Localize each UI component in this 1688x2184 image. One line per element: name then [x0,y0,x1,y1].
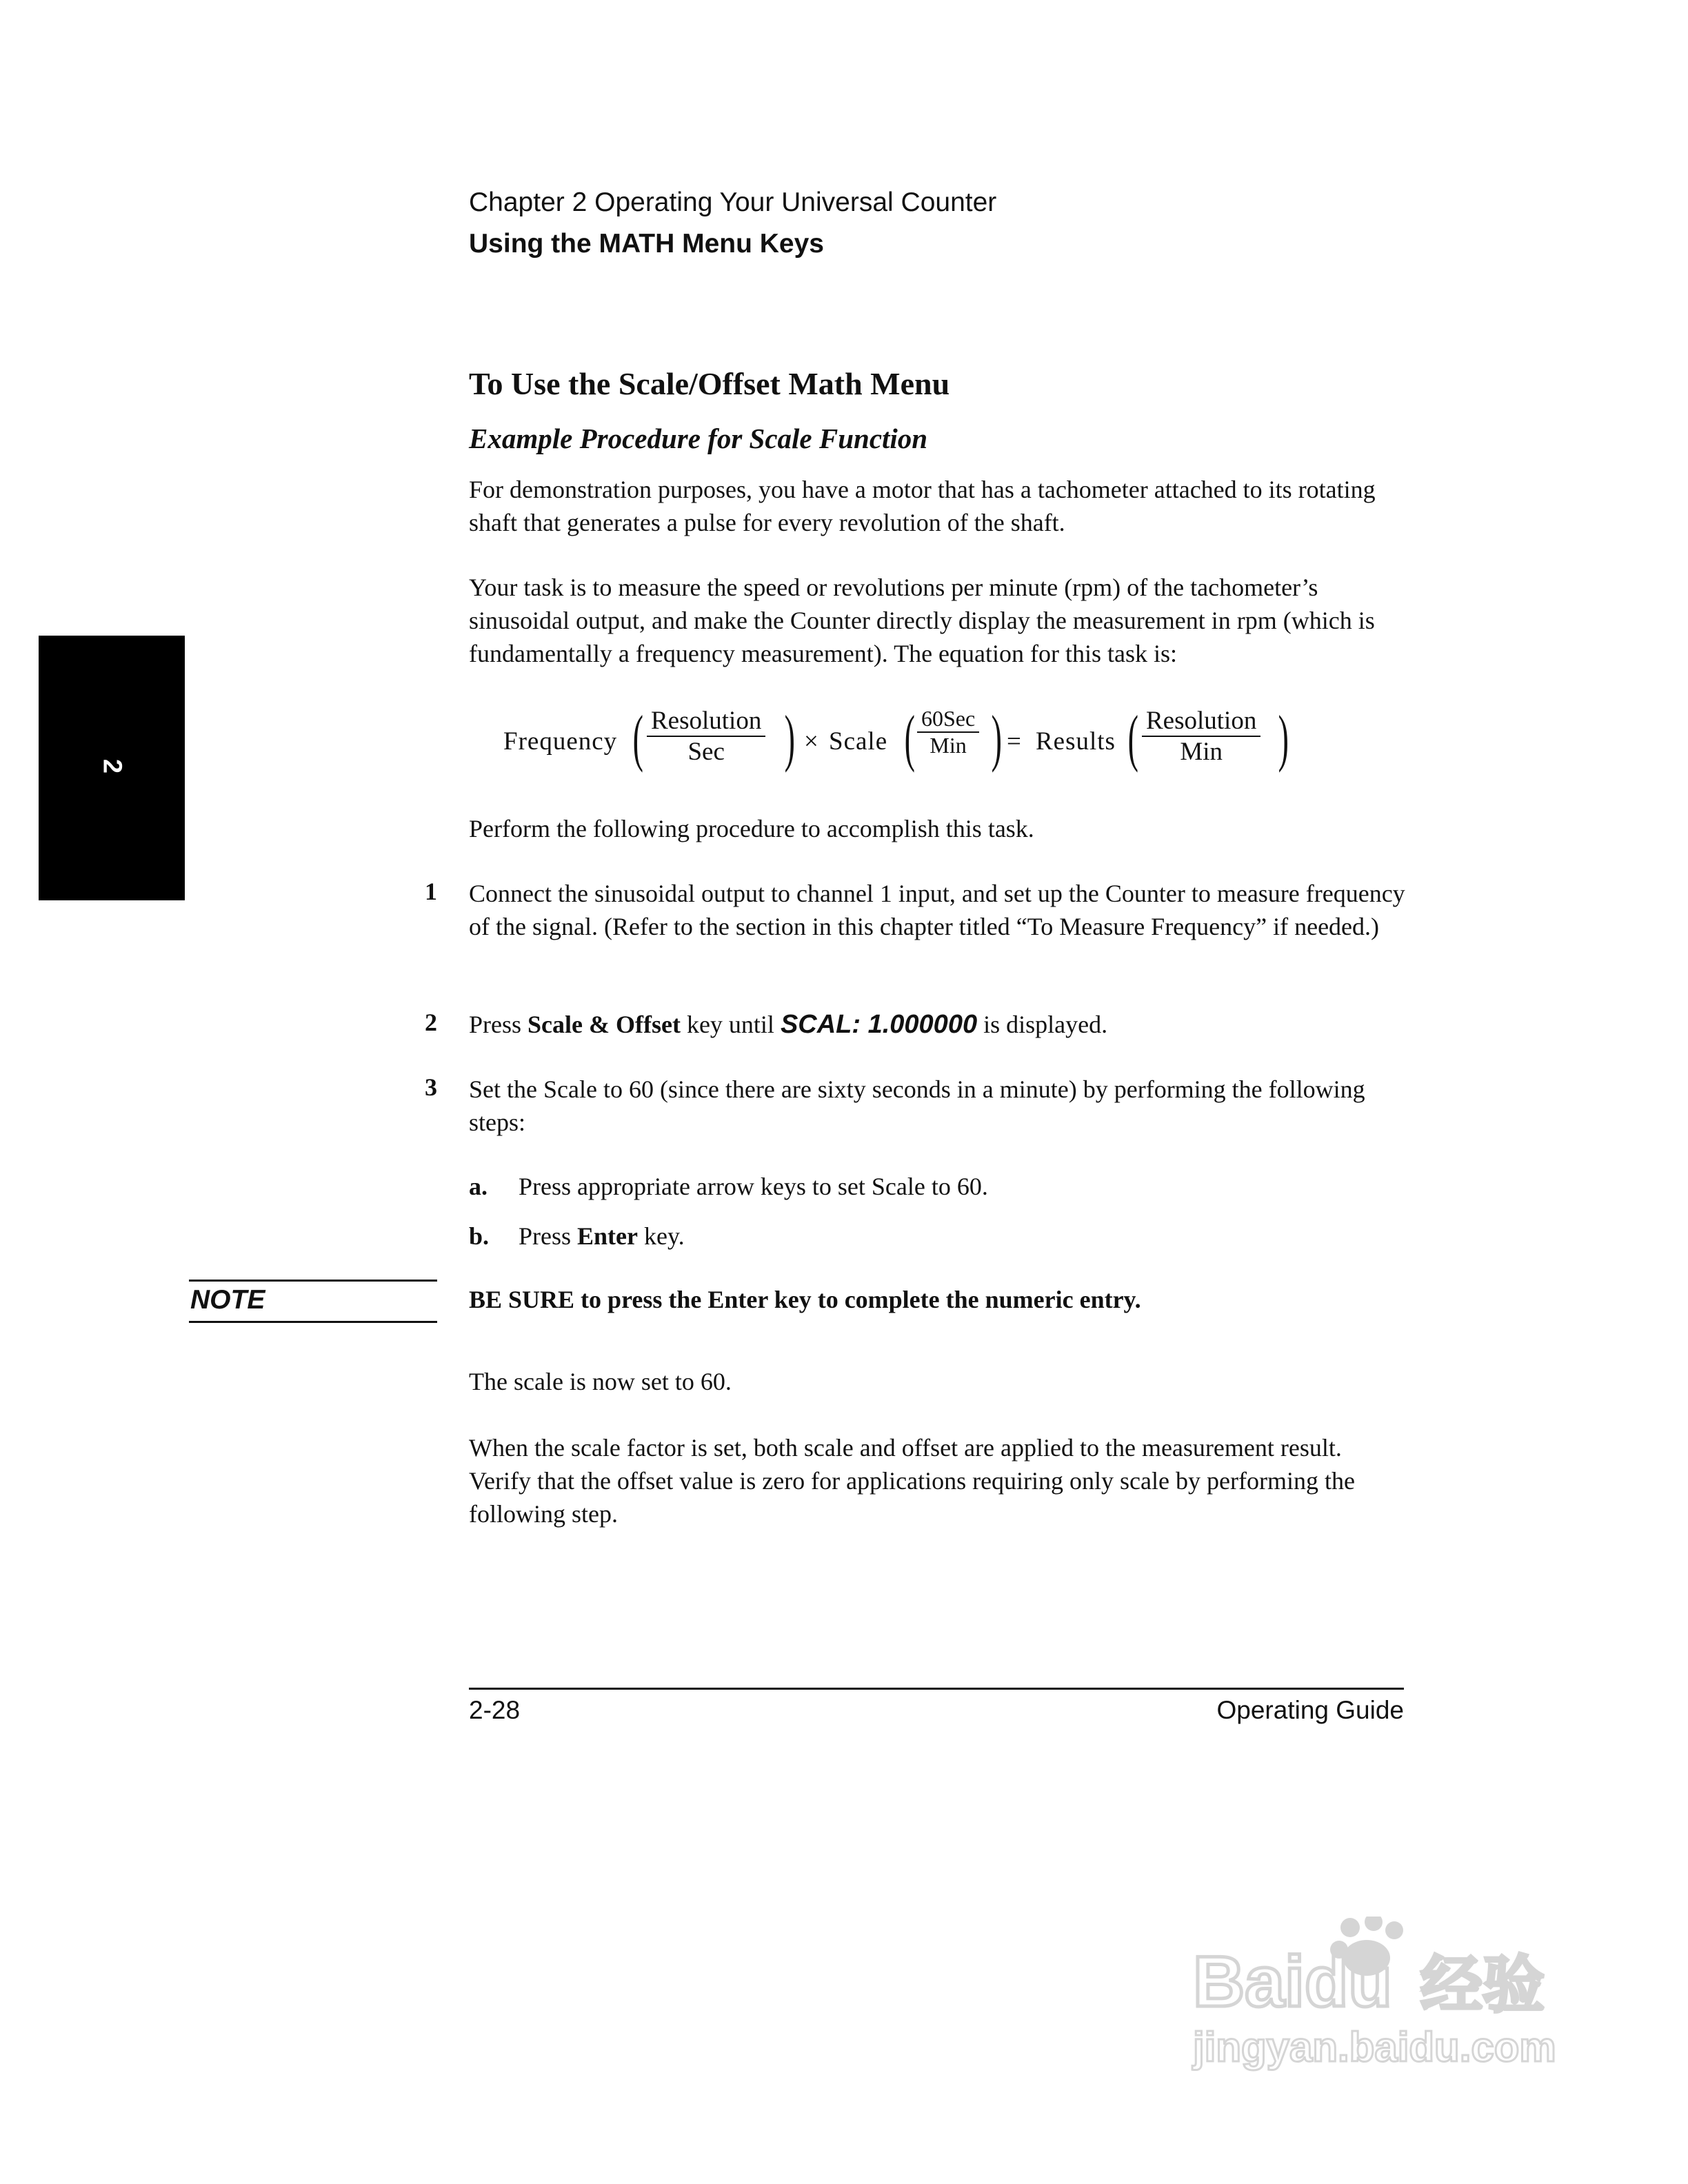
step-text-1: Connect the sinusoidal output to channel 1 input, and set up the Counter to measure frequency of the signal. (Refer to the section in this chapter titled “To Measure Frequency” if needed.) [469,880,1405,940]
eq-frac3-denominator: Min [1142,736,1260,767]
watermark-brand: Baidu [1193,1942,1392,2022]
note-text: BE SURE to press the Enter key to complete the numeric entry. [469,1286,1141,1313]
eq-frac2-denominator: Min [917,731,979,758]
eq-frequency: Frequency [503,727,618,756]
paw-logo-icon [1186,1917,1572,2075]
eq-paren-close-3: ) [1278,702,1289,773]
substep-text-a: Press appropriate arrow keys to set Scale to 60. [519,1173,988,1200]
step-number-1: 1 [425,878,437,905]
eq-scale: Scale [829,727,888,756]
paragraph-task: Your task is to measure the speed or revolutions per minute (rpm) of the tachometer’s sinusoidal output, and make the Counter directly display the measurement in rpm (which is fundamentally a frequency measurement). The equation for this task is: [469,574,1375,667]
running-header-chapter: Chapter 2 Operating Your Universal Counter [469,188,997,217]
watermark-product: 经验 [1420,1949,1545,2021]
step2-pre: Press [469,1011,528,1038]
page-number: 2-28 [469,1696,521,1724]
step-text-3: Set the Scale to 60 (since there are sixty seconds in a minute) by performing the following steps: [469,1075,1365,1136]
substep-label-a: a. [469,1173,488,1200]
footer-rule [469,1688,1404,1690]
running-header-section: Using the MATH Menu Keys [469,229,824,259]
baidu-watermark [1186,1917,1572,2075]
eq-fraction-2 [917,706,979,758]
paragraph-scale-set: The scale is now set to 60. [469,1368,732,1395]
watermark-url: jingyan.baidu.com [1193,2024,1556,2070]
display-readout: SCAL: 1.000000 [780,1010,978,1039]
eq-fraction-1 [647,706,765,767]
eq-paren-open-1: ( [632,702,643,773]
step-number-2: 2 [425,1009,437,1036]
eq-paren-open-3: ( [1127,702,1138,773]
step2-post: is displayed. [977,1011,1108,1038]
paragraph-intro: For demonstration purposes, you have a motor that has a tachometer attached to its rotating shaft that generates a pulse for every revolution of the shaft. [469,476,1376,536]
paragraph-procedure-intro: Perform the following procedure to accomplish this task. [469,815,1034,842]
step-text-2 [469,1008,1407,1041]
step2-mid: key until [680,1011,781,1038]
note-rule-bottom [189,1321,437,1323]
eq-paren-close-2: ) [991,702,1002,773]
eq-results: Results [1036,727,1116,756]
eq-frac1-numerator: Resolution [651,707,762,735]
eq-frac2-numerator: 60Sec [921,706,976,731]
chapter-tab-number: 2 [97,758,127,774]
step-number-3: 3 [425,1073,437,1101]
eq-paren-open-2: ( [904,702,915,773]
scale-offset-key: Scale & Offset [528,1011,681,1038]
note-rule-top [189,1280,437,1282]
paragraph-verify-offset: When the scale factor is set, both scale and offset are applied to the measurement result. Verify that the offset value is zero for applications requiring only scale by performing the following step. [469,1434,1355,1528]
eq-equals: = [1007,727,1022,756]
page-title: To Use the Scale/Offset Math Menu [469,366,950,401]
enter-key: Enter [577,1222,638,1250]
substep-b-pre: Press [519,1222,578,1250]
chapter-side-tab [39,636,185,900]
eq-frac3-numerator: Resolution [1146,707,1257,735]
eq-paren-close-1: ) [784,702,795,773]
eq-fraction-3 [1142,706,1260,767]
eq-times: × [804,727,819,756]
substep-b-post: key. [638,1222,685,1250]
page-subtitle: Example Procedure for Scale Function [469,423,928,454]
equation [503,702,1331,775]
eq-frac1-denominator: Sec [647,736,765,767]
substep-label-b: b. [469,1222,490,1250]
substep-text-b [519,1222,685,1251]
footer-guide-title: Operating Guide [1216,1696,1404,1724]
note-label: NOTE [190,1285,265,1315]
